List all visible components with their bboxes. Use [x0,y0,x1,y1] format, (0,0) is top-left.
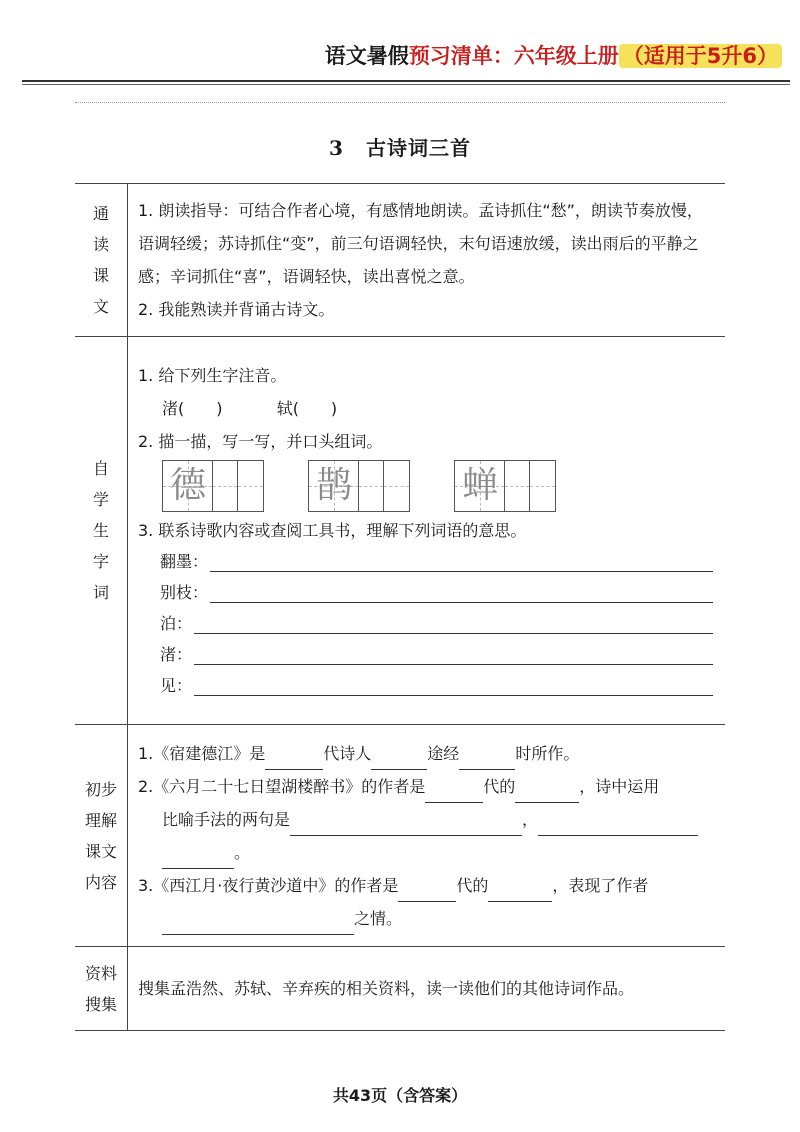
pinyin-blank-1[interactable]: 渚( ) [162,399,223,418]
write-cell[interactable] [384,461,409,511]
answer-blank[interactable] [290,815,522,836]
recite-item: 2. 我能熟读并背诵古诗文。 [138,300,335,319]
header-rule-thin [22,84,790,85]
section-content-self [128,337,726,725]
reading-guide: 1. 朗读指导：可结合作者心境，有感情地朗读。孟诗抓住“愁”，朗读节奏放慢，语调轻缓；苏诗抓住“变”，前三句语调轻快，末句语速放缓，读出雨后的平静之感；辛词抓住“喜”，语调轻快，读出喜悦之意。 [138,201,703,286]
section-read [75,184,725,337]
answer-line[interactable] [210,602,713,603]
fill-question-2-end: 。 [138,836,713,869]
answer-blank[interactable] [371,749,427,770]
answer-blank[interactable] [162,914,354,935]
term-label: 见： [160,676,193,695]
lesson-title [0,132,800,161]
lesson-name: 古诗词三首 [365,136,471,160]
section-content-understand [128,725,726,947]
section-understand [75,725,725,947]
page-header [0,0,800,92]
answer-line[interactable] [194,695,713,696]
writing-grid-row [138,458,713,514]
page-footer: 共43页（含答案） [332,1086,468,1105]
answer-blank[interactable] [488,881,552,902]
answer-blank[interactable] [398,881,456,902]
answer-blank[interactable] [162,848,234,869]
section-label-self: 自 学 生 字 词 [75,337,128,725]
header-rule [22,80,790,82]
writing-grid [308,460,410,512]
header-part2: 预习清单：六年级上册 [408,44,619,68]
trace-char: 德 [169,465,206,506]
term-label: 渚： [160,645,193,664]
trace-char: 蝉 [461,465,498,506]
collect-task: 搜集孟浩然、苏轼、辛弃疾的相关资料，读一读他们的其他诗词作品。 [138,979,635,998]
section-content-collect [128,947,726,1031]
answer-line[interactable] [194,664,713,665]
definition-row [138,640,713,671]
writing-grid [162,460,264,512]
trace-cell [309,461,359,511]
meaning-question: 3. 联系诗歌内容或查阅工具书，理解下列词语的意思。 [138,521,527,540]
writing-grid [454,460,556,512]
write-cell[interactable] [238,461,263,511]
term-label: 泊： [160,614,193,633]
pinyin-row [138,392,713,425]
dotted-divider [75,102,725,103]
trace-char: 鹊 [315,465,352,506]
fill-question-3-cont: 之情。 [138,902,713,935]
section-collect [75,947,725,1031]
write-cell[interactable] [530,461,555,511]
writing-question: 2. 描一描，写一写，并口头组词。 [138,432,383,451]
lesson-number: 3 [329,136,344,160]
header-grade-badge: （适用于5升6） [619,44,782,68]
answer-blank[interactable] [515,782,579,803]
worksheet-table [75,183,725,1031]
answer-blank[interactable] [538,815,698,836]
section-self-study [75,337,725,725]
section-label-collect: 资料 搜集 [75,947,128,1031]
definition-row [138,578,713,609]
header-title [325,40,782,70]
pinyin-blank-2[interactable]: 轼( ) [276,399,338,418]
answer-line[interactable] [210,571,713,572]
answer-blank[interactable] [459,749,515,770]
fill-question-3: 3.《西江月·夜行黄沙道中》的作者是 代的 ，表现了作者 [138,869,713,902]
write-cell[interactable] [359,461,384,511]
definition-row [138,547,713,578]
trace-cell [163,461,213,511]
header-part1: 语文暑假 [324,44,409,68]
answer-line[interactable] [194,633,713,634]
definition-row [138,671,713,702]
answer-blank[interactable] [425,782,483,803]
answer-blank[interactable] [265,749,323,770]
fill-question-2: 2.《六月二十七日望湖楼醉书》的作者是 代的 ，诗中运用 [138,770,713,803]
pinyin-question: 1. 给下列生字注音。 [138,366,287,385]
trace-cell [455,461,505,511]
fill-question-1: 1.《宿建德江》是 代诗人 途经 时所作。 [138,737,713,770]
definition-row [138,609,713,640]
write-cell[interactable] [213,461,238,511]
write-cell[interactable] [505,461,530,511]
term-label: 别枝： [160,583,209,602]
section-label-understand: 初步 理解 课文 内容 [75,725,128,947]
section-label-read: 通 读 课 文 [75,184,128,337]
term-label: 翻墨： [160,552,209,571]
fill-question-2-cont: 比喻手法的两句是 ， [138,803,713,836]
section-content-read [128,184,726,337]
